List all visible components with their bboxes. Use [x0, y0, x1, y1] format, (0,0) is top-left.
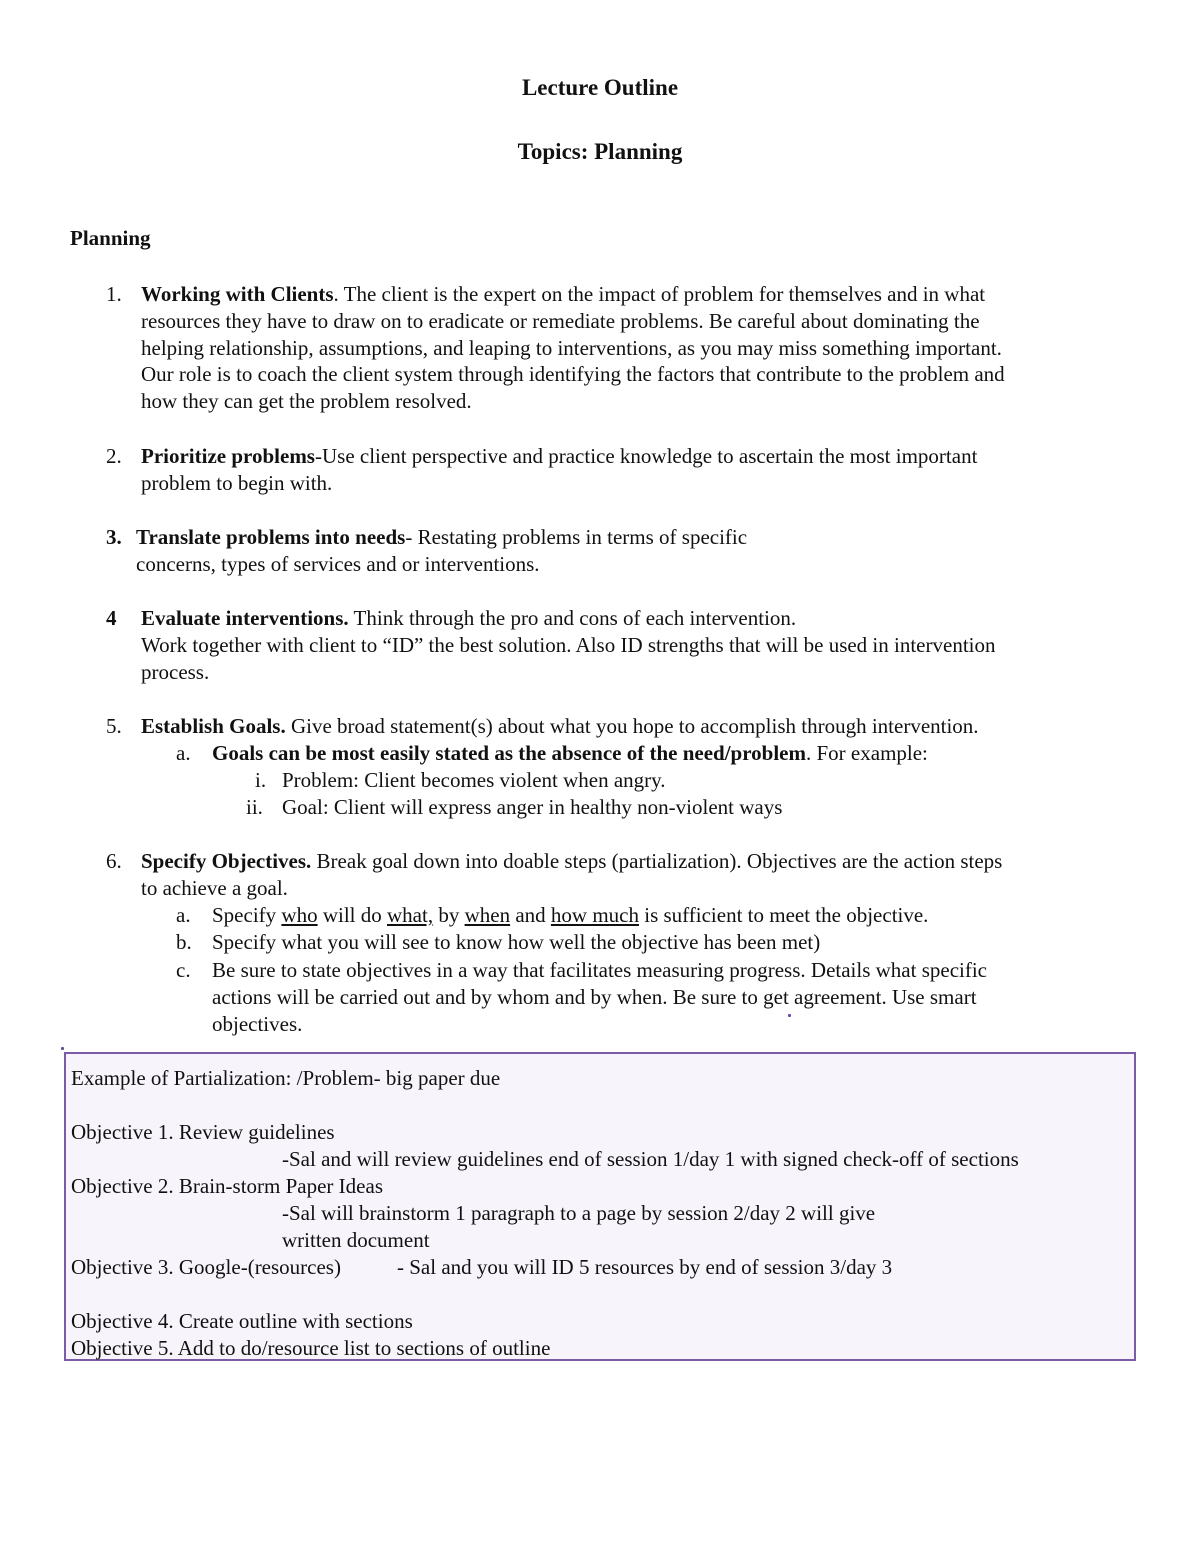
item-3-number: 3.	[106, 525, 122, 549]
item-1-line-3: helping relationship, assumptions, and leaping to interventions, as you may miss something important.	[141, 336, 1002, 360]
objective-2-detail-2: written document	[282, 1228, 430, 1252]
item-5-number: 5.	[106, 714, 122, 738]
item-1-number: 1.	[106, 282, 122, 306]
page-title: Lecture Outline	[521, 75, 679, 100]
item-1-line-1: Working with Clients. The client is the expert on the impact of problem for themselves and in what	[141, 282, 986, 306]
item-2-number: 2.	[106, 444, 122, 468]
item-1-line-5: how they can get the problem resolved.	[141, 389, 472, 413]
objective-4: Objective 4. Create outline with sections	[71, 1309, 413, 1333]
item-6c-line-3: objectives.	[212, 1012, 303, 1036]
stray-mark-corner	[61, 1047, 64, 1050]
item-4-line-3: process.	[141, 660, 210, 684]
item-2-line-2: problem to begin with.	[141, 471, 333, 495]
stray-mark	[788, 1014, 791, 1017]
item-5a-text: Goals can be most easily stated as the absence of the need/problem. For example:	[212, 741, 928, 765]
item-6c-letter: c.	[176, 958, 191, 982]
objective-1-detail: -Sal and will review guidelines end of session 1/day 1 with signed check-off of sections	[282, 1147, 1019, 1171]
item-2-label: Prioritize problems	[141, 444, 315, 468]
item-6-line-1: Specify Objectives. Break goal down into doable steps (partialization). Objectives are the action steps	[141, 849, 1003, 873]
item-4-line-1: Evaluate interventions. Think through the pro and cons of each intervention.	[141, 606, 797, 630]
topics-heading: Topics: Planning	[517, 139, 683, 164]
item-1-line-4: Our role is to coach the client system through identifying the factors that contribute to the problem and	[141, 362, 1005, 386]
item-5aii-number: ii.	[246, 795, 263, 819]
example-heading: Example of Partialization: /Problem- big paper due	[71, 1066, 501, 1090]
item-6c-line-2: actions will be carried out and by whom and by when. Be sure to get agreement. Use smart	[212, 985, 977, 1009]
objective-2-detail-1: -Sal will brainstorm 1 paragraph to a page by session 2/day 2 will give	[282, 1201, 876, 1225]
item-6b-letter: b.	[176, 930, 192, 954]
item-1-line-2: resources they have to draw on to eradicate or remediate problems. Be careful about dominating the	[141, 309, 980, 333]
item-6-line-2: to achieve a goal.	[141, 876, 288, 900]
item-6a-letter: a.	[176, 903, 191, 927]
item-5-label: Establish Goals.	[141, 714, 286, 738]
item-5-line-1: Establish Goals. Give broad statement(s) about what you hope to accomplish through intervention.	[141, 714, 979, 738]
item-1-label: Working with Clients	[141, 282, 334, 306]
item-5ai-number: i.	[255, 768, 267, 792]
item-3-label: Translate problems into needs	[136, 525, 406, 549]
item-6b-text: Specify what you will see to know how well the objective has been met)	[212, 930, 821, 954]
item-4-line-2: Work together with client to “ID” the best solution. Also ID strengths that will be used in intervention	[141, 633, 996, 657]
item-5ai-text: Problem: Client becomes violent when angry.	[282, 768, 666, 792]
objective-1: Objective 1. Review guidelines	[71, 1120, 335, 1144]
item-5aii-text: Goal: Client will express anger in healthy non-violent ways	[282, 795, 783, 819]
item-6-number: 6.	[106, 849, 122, 873]
objective-2: Objective 2. Brain-storm Paper Ideas	[71, 1174, 383, 1198]
item-2-line-1: Prioritize problems-Use client perspective and practice knowledge to ascertain the most important	[141, 444, 978, 468]
objective-5: Objective 5. Add to do/resource list to sections of outline	[71, 1336, 551, 1360]
objective-3: Objective 3. Google-(resources)	[71, 1255, 341, 1279]
item-3-line-1: Translate problems into needs- Restating problems in terms of specific	[136, 525, 748, 549]
section-heading: Planning	[70, 226, 151, 250]
item-6c-line-1: Be sure to state objectives in a way that facilitates measuring progress. Details what specific	[212, 958, 988, 982]
item-3-line-2: concerns, types of services and or interventions.	[136, 552, 540, 576]
item-5a-letter: a.	[176, 741, 191, 765]
objective-3-detail: - Sal and you will ID 5 resources by end of session 3/day 3	[397, 1255, 893, 1279]
item-6-label: Specify Objectives.	[141, 849, 312, 873]
item-4-label: Evaluate interventions.	[141, 606, 349, 630]
item-4-number: 4	[106, 606, 117, 630]
item-6a-text: Specify who will do what, by when and how much is sufficient to meet the objective.	[212, 903, 929, 927]
